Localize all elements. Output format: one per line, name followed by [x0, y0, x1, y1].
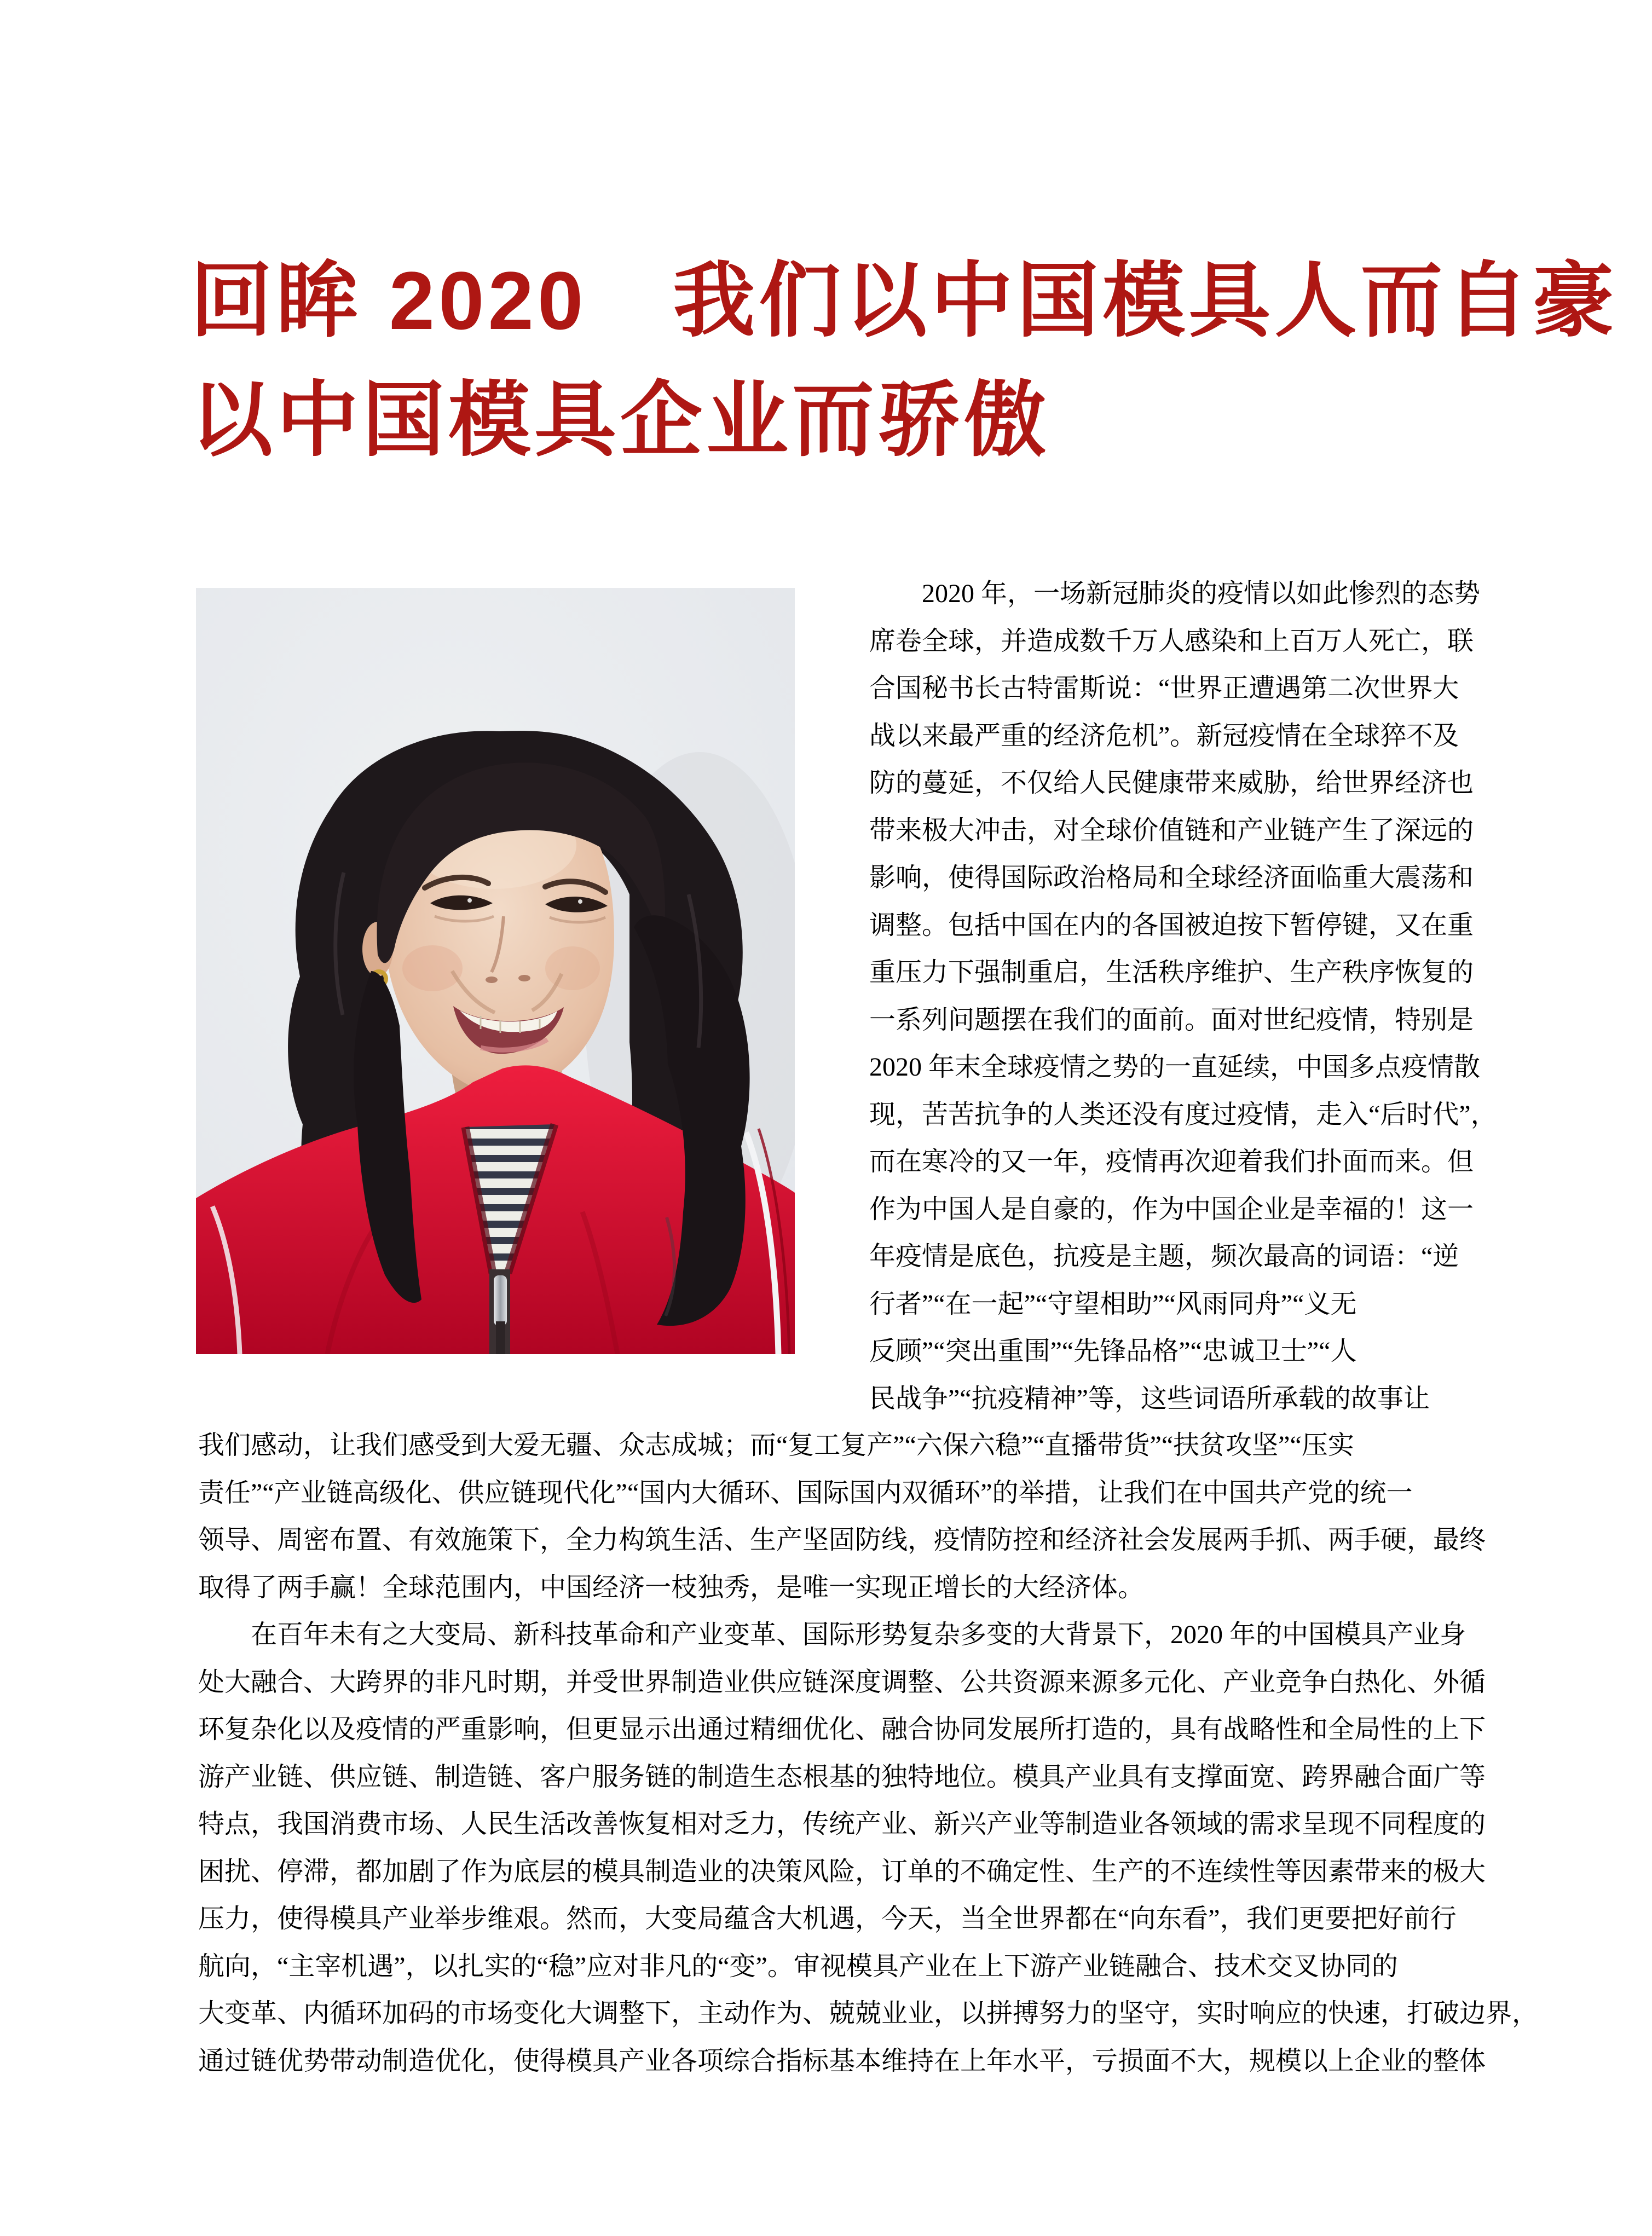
text-line: 反顾”“突出重围”“先锋品格”“忠诚卫士”“人	[869, 1337, 1357, 1366]
text-line: 调整。包括中国在内的各国被迫按下暂停键，又在重	[869, 910, 1474, 940]
text-line: 影响，使得国际政治格局和全球经济面临重大震荡和	[869, 863, 1474, 892]
text-line: 带来极大冲击，对全球价值链和产业链产生了深远的	[869, 816, 1474, 845]
text-line: 行者”“在一起”“守望相助”“风雨同舟”“义无	[869, 1289, 1357, 1319]
text-line: 战以来最严重的经济危机”。新冠疫情在全球猝不及	[869, 721, 1459, 750]
text-line: 取得了两手赢！全球范围内，中国经济一枝独秀，是唯一实现正增长的大经济体。	[198, 1573, 1145, 1602]
text-line: 2020 年末全球疫情之势的一直延续，中国多点疫情散	[869, 1053, 1481, 1082]
text-line: 一系列问题摆在我们的面前。面对世纪疫情，特别是	[869, 1005, 1474, 1035]
article-title-line1: 回眸 2020 我们以中国模具人而自豪	[190, 255, 1619, 346]
text-column-beside-photo	[869, 570, 1499, 1423]
text-line: 而在寒冷的又一年，疫情再次迎着我们扑面而来。但	[869, 1147, 1474, 1176]
text-line: 合国秘书长古特雷斯说：“世界正遭遇第二次世界大	[869, 674, 1459, 703]
text-line: 通过链优势带动制造优化，使得模具产业各项综合指标基本维持在上年水平，亏损面不大，规模以上企业的整体	[198, 2046, 1486, 2076]
text-line: 2020 年，一场新冠肺炎的疫情以如此惨烈的态势	[869, 579, 1481, 608]
text-line: 现，苦苦抗争的人类还没有度过疫情，走入“后时代”，	[869, 1100, 1497, 1129]
text-line: 作为中国人是自豪的，作为中国企业是幸福的！这一	[869, 1194, 1474, 1224]
text-line: 责任”“产业链高级化、供应链现代化”“国内大循环、国际国内双循环”的举措，让我们在中国共产党的统一	[198, 1478, 1413, 1507]
portrait-photo-graphic	[196, 588, 795, 1354]
text-line: 领导、周密布置、有效施策下，全力构筑生活、生产坚固防线，疫情防控和经济社会发展两手抓、两手硬，最终	[198, 1526, 1486, 1555]
text-line: 游产业链、供应链、制造链、客户服务链的制造生态根基的独特地位。模具产业具有支撑面宽、跨界融合面广等	[198, 1762, 1486, 1792]
text-line: 压力，使得模具产业举步维艰。然而，大变局蕴含大机遇，今天，当全世界都在“向东看”，我们更要把好前行	[198, 1904, 1457, 1933]
text-line: 在百年未有之大变局、新科技革命和产业变革、国际形势复杂多变的大背景下，2020 年的中国模具产业身	[198, 1620, 1466, 1649]
text-line: 大变革、内循环加码的市场变化大调整下，主动作为、兢兢业业，以拼搏努力的坚守，实时响应的快速，打破边界，	[198, 1999, 1539, 2028]
text-line: 席卷全球，并造成数千万人感染和上百万人死亡，联	[869, 626, 1474, 656]
article-title	[190, 241, 1619, 479]
text-line: 年疫情是底色，抗疫是主题，频次最高的词语：“逆	[869, 1242, 1459, 1271]
text-line: 航向，“主宰机遇”，以扎实的“稳”应对非凡的“变”。审视模具产业在上下游产业链融合、技术交叉协同的	[198, 1951, 1398, 1981]
text-line: 防的蔓延，不仅给人民健康带来威胁，给世界经济也	[869, 769, 1474, 798]
text-line: 特点，我国消费市场、人民生活改善恢复相对乏力，传统产业、新兴产业等制造业各领域的需求呈现不同程度的	[198, 1810, 1486, 1839]
text-block-full-width	[198, 1422, 1539, 2085]
text-line: 处大融合、大跨界的非凡时期，并受世界制造业供应链深度调整、公共资源来源多元化、产业竞争白热化、外循	[198, 1667, 1486, 1697]
text-line: 民战争”“抗疫精神”等，这些词语所承载的故事让	[869, 1384, 1430, 1413]
text-line: 我们感动，让我们感受到大爱无疆、众志成城；而“复工复产”“六保六稳”“直播带货”“扶贫攻坚”“压实	[198, 1431, 1354, 1460]
text-line: 环复杂化以及疫情的严重影响，但更显示出通过精细优化、融合协同发展所打造的，具有战略性和全局性的上下	[198, 1715, 1486, 1744]
text-line: 困扰、停滞，都加剧了作为底层的模具制造业的决策风险，订单的不确定性、生产的不连续性等因素带来的极大	[198, 1857, 1486, 1886]
article-title-line2: 以中国模具企业而骄傲	[190, 374, 1050, 466]
text-line: 重压力下强制重启，生活秩序维护、生产秩序恢复的	[869, 958, 1474, 987]
portrait-photo	[196, 588, 795, 1354]
